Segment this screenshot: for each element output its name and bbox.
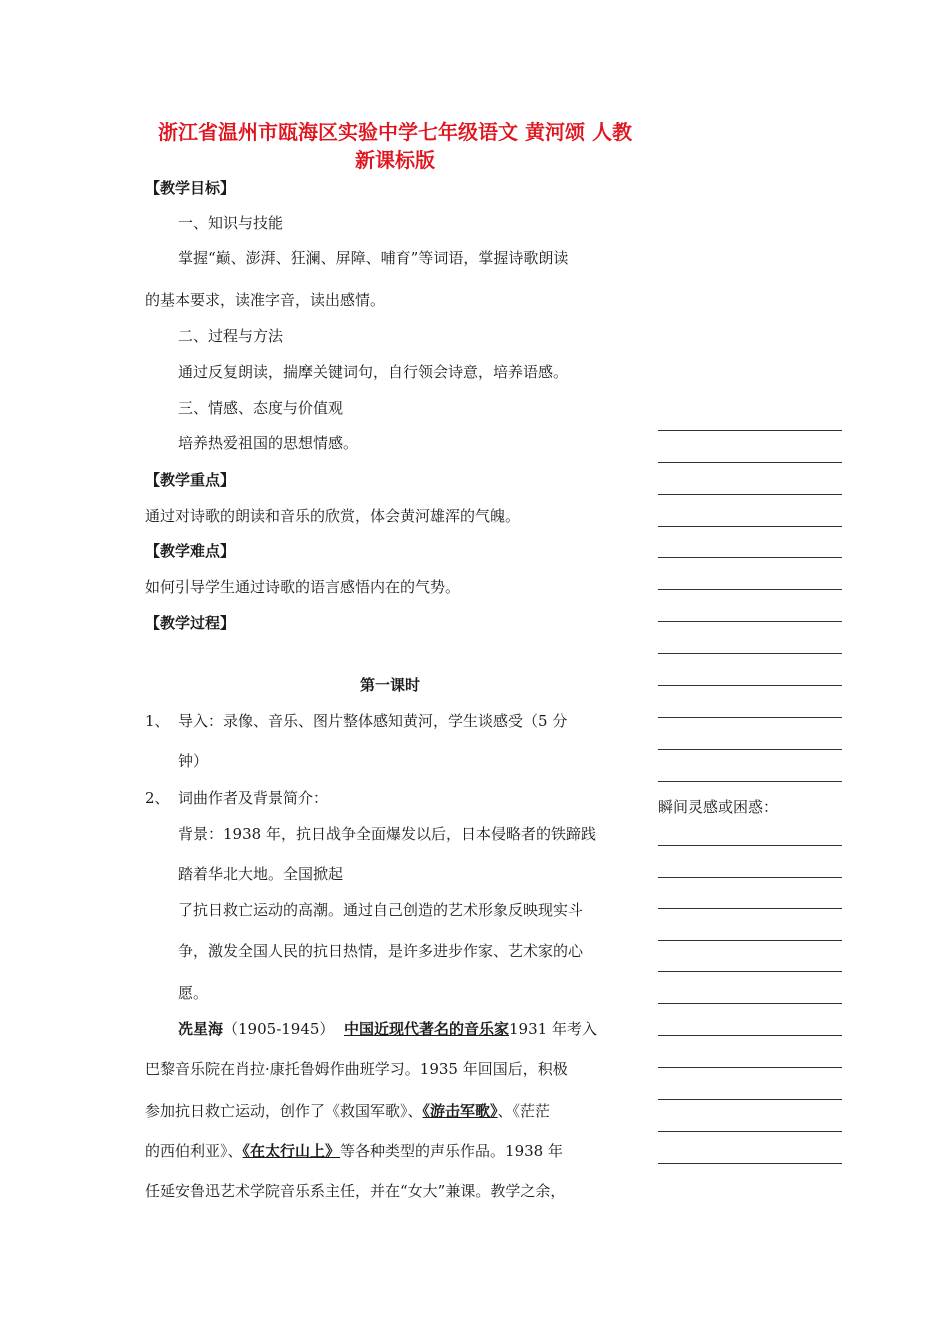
bio-line-5: 任延安鲁迅艺术学院音乐系主任，并在“女大”兼课。教学之余， xyxy=(145,1182,566,1200)
margin-note-label: 瞬间灵感或困惑： xyxy=(658,798,779,816)
key-header: 【教学重点】 xyxy=(145,471,236,489)
margin-rule xyxy=(658,653,842,654)
margin-rule xyxy=(658,462,842,463)
song-guerrilla: 《游击军歌》 xyxy=(422,1102,498,1120)
margin-rule xyxy=(658,717,842,718)
margin-rule xyxy=(658,685,842,686)
bio-line-1-tail: 1931 年考入 xyxy=(509,1020,597,1038)
lesson-title: 第一课时 xyxy=(360,676,421,694)
bio-line-4-tail: 等各种类型的声乐作品。1938 年 xyxy=(340,1142,563,1160)
bio-line-3 xyxy=(145,1101,550,1121)
margin-rule xyxy=(658,430,842,431)
margin-rule xyxy=(658,621,842,622)
goals-header: 【教学目标】 xyxy=(145,179,236,197)
goal3-header: 三、情感、态度与价值观 xyxy=(178,399,344,417)
background-line-5: 愿。 xyxy=(178,984,209,1002)
background-line-3: 了抗日救亡运动的高潮。通过自己创造的艺术形象反映现实斗 xyxy=(178,901,584,919)
step2-number: 2、 xyxy=(145,789,170,807)
step2-text: 词曲作者及背景简介： xyxy=(178,789,329,807)
bio-line-4 xyxy=(145,1141,563,1161)
step1-number: 1、 xyxy=(145,712,170,730)
composer-years: （1905-1945） xyxy=(223,1020,335,1038)
goal2-text: 通过反复朗读，揣摩关键词句，自行领会诗意，培养语感。 xyxy=(178,363,569,381)
margin-rule xyxy=(658,1163,842,1164)
bio-line-3-head: 参加抗日救亡运动，创作了《救国军歌》、 xyxy=(145,1102,423,1120)
key-text: 通过对诗歌的朗读和音乐的欣赏，体会黄河雄浑的气魄。 xyxy=(145,507,521,525)
margin-rule xyxy=(658,1003,842,1004)
margin-rule xyxy=(658,749,842,750)
margin-rule xyxy=(658,1131,842,1132)
margin-rule xyxy=(658,971,842,972)
margin-rule xyxy=(658,845,842,846)
goal1-text-a: 掌握“巅、澎湃、狂澜、屏障、哺育”等词语，掌握诗歌朗读 xyxy=(178,249,569,267)
goal2-header: 二、过程与方法 xyxy=(178,327,284,345)
composer-name: 冼星海 xyxy=(178,1020,224,1038)
difficulty-header: 【教学难点】 xyxy=(145,542,236,560)
document-title: 浙江省温州市瓯海区实验中学七年级语文 黄河颂 人教新课标版 xyxy=(158,120,632,172)
margin-rule xyxy=(658,940,842,941)
margin-rule xyxy=(658,1035,842,1036)
goal1-text-b: 的基本要求，读准字音，读出感情。 xyxy=(145,291,386,309)
margin-rule xyxy=(658,877,842,878)
margin-rule xyxy=(658,557,842,558)
process-header: 【教学过程】 xyxy=(145,614,236,632)
step1-text-a: 导入：录像、音乐、图片整体感知黄河，学生谈感受（5 分 xyxy=(178,712,568,730)
margin-rule xyxy=(658,1067,842,1068)
step1-text-b: 钟） xyxy=(178,752,209,770)
difficulty-text: 如何引导学生通过诗歌的语言感悟内在的气势。 xyxy=(145,578,461,596)
margin-rule xyxy=(658,908,842,909)
bio-line-1 xyxy=(178,1019,597,1039)
bio-line-2: 巴黎音乐院在肖拉·康托鲁姆作曲班学习。1935 年回国后，积极 xyxy=(145,1060,568,1078)
composer-title: 中国近现代著名的音乐家 xyxy=(343,1020,509,1038)
background-line-4: 争，激发全国人民的抗日热情，是许多进步作家、艺术家的心 xyxy=(178,942,584,960)
margin-rule xyxy=(658,494,842,495)
margin-rule xyxy=(658,1099,842,1100)
background-line-1: 背景：1938 年，抗日战争全面爆发以后，日本侵略者的铁蹄践 xyxy=(178,825,596,843)
goal1-header: 一、知识与技能 xyxy=(178,214,284,232)
margin-rule xyxy=(658,781,842,782)
margin-rule xyxy=(658,526,842,527)
bio-line-4-head: 的西伯利亚》、 xyxy=(145,1142,243,1160)
bio-line-3-tail: 、《茫茫 xyxy=(497,1102,551,1120)
margin-rule xyxy=(658,589,842,590)
goal3-text: 培养热爱祖国的思想情感。 xyxy=(178,434,359,452)
background-line-2: 踏着华北大地。全国掀起 xyxy=(178,865,344,883)
song-taihang: 《在太行山上》 xyxy=(242,1142,341,1160)
